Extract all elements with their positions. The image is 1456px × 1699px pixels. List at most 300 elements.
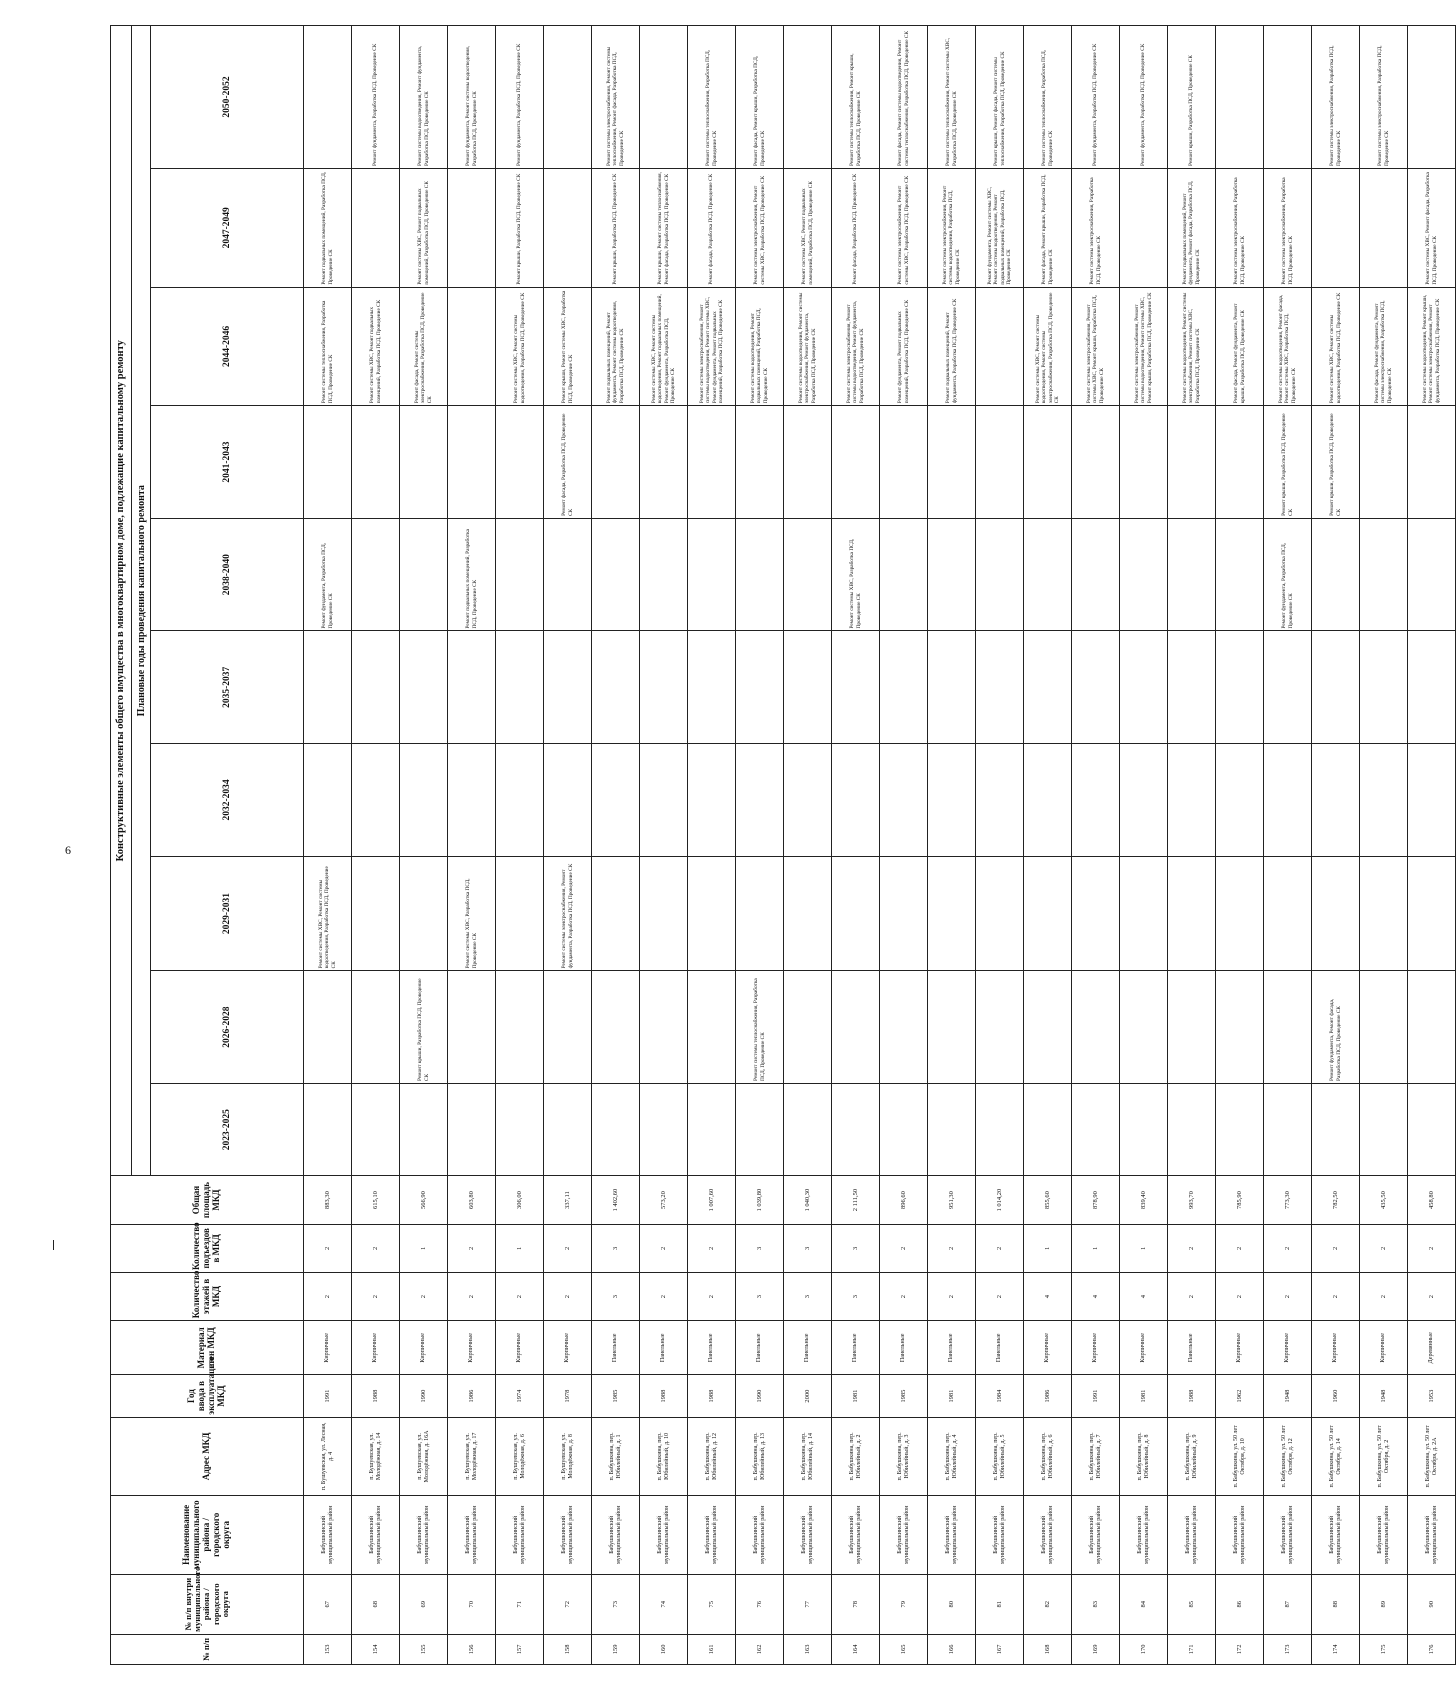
works-cell xyxy=(1072,518,1120,631)
works-cell xyxy=(880,518,928,631)
material-cell: Кирпичные xyxy=(544,1321,592,1375)
works-cell: Ремонт системы водоотведения, Ремонт подвальных помещений, Разработка ПСД, Проведение СК xyxy=(736,287,784,406)
works-cell xyxy=(640,631,688,744)
table-row xyxy=(688,26,736,1665)
address-cell: п. Бабушкина, ул. 50 лет Октября, д. 2А xyxy=(1408,1417,1456,1495)
municipality-cell: Бабушкинский муниципальный район xyxy=(400,1496,448,1574)
works-cell xyxy=(1408,26,1456,169)
works-cell xyxy=(832,744,880,857)
works-cell xyxy=(1120,1083,1168,1176)
works-cell xyxy=(352,856,400,971)
table-row xyxy=(736,26,784,1665)
address-cell: п. Бушуевская, ул. Молодёжная, д. 16А xyxy=(400,1417,448,1495)
address-cell: п. Бушуевская, ул. Молодёжная, д. 8 xyxy=(544,1417,592,1495)
entrances-cell: 2 xyxy=(928,1224,976,1272)
works-cell: Ремонт фундамента, Разработка ПСД, Проведение СК xyxy=(1120,26,1168,169)
works-cell xyxy=(1408,971,1456,1084)
works-cell xyxy=(1408,631,1456,744)
table-row xyxy=(1312,26,1360,1665)
works-cell xyxy=(496,856,544,971)
works-cell xyxy=(1024,971,1072,1084)
works-cell xyxy=(448,1083,496,1176)
works-cell xyxy=(496,1083,544,1176)
row-mun-number: 83 xyxy=(1072,1574,1120,1634)
entrances-cell: 1 xyxy=(1120,1224,1168,1272)
area-cell: 566,90 xyxy=(400,1176,448,1224)
floors-cell: 2 xyxy=(1312,1272,1360,1320)
works-cell xyxy=(592,631,640,744)
address-cell: п. Бабушкина, ул. 50 лет Октября, д. 2 xyxy=(1360,1417,1408,1495)
works-cell xyxy=(352,1083,400,1176)
row-number: 167 xyxy=(976,1634,1024,1664)
entrances-cell: 2 xyxy=(1264,1224,1312,1272)
works-cell: Ремонт крыши, Разработка ПСД, Проведение СК xyxy=(1312,406,1360,519)
row-number: 168 xyxy=(1024,1634,1072,1664)
works-cell xyxy=(1264,971,1312,1084)
works-cell xyxy=(352,971,400,1084)
works-cell xyxy=(1216,856,1264,971)
works-cell xyxy=(448,744,496,857)
works-cell xyxy=(1408,856,1456,971)
works-cell xyxy=(688,518,736,631)
works-cell xyxy=(1264,744,1312,857)
entrances-cell: 2 xyxy=(1312,1224,1360,1272)
works-cell: Ремонт крыши, Разработка ПСД, Проведение СК xyxy=(592,169,640,288)
row-mun-number: 87 xyxy=(1264,1574,1312,1634)
works-cell: Ремонт крыши, Ремонт системы теплоснабжения, Ремонт фасада, Разработка ПСД, Проведение СК xyxy=(640,169,688,288)
works-cell xyxy=(1360,406,1408,519)
col-n: № п/п xyxy=(111,1634,304,1664)
works-cell xyxy=(544,26,592,169)
year-cell: 1981 xyxy=(832,1375,880,1417)
row-mun-number: 70 xyxy=(448,1574,496,1634)
works-cell: Ремонт подвальных помещений, Разработка ПСД, Проведение СК xyxy=(448,518,496,631)
works-cell xyxy=(448,169,496,288)
works-cell xyxy=(1072,856,1120,971)
municipality-cell: Бабушкинский муниципальный район xyxy=(304,1496,352,1574)
works-cell xyxy=(880,744,928,857)
works-cell xyxy=(1072,744,1120,857)
works-cell: Ремонт фасада, Ремонт крыши, Разработка ПСД, Проведение СК xyxy=(1024,169,1072,288)
works-cell xyxy=(1072,1083,1120,1176)
works-cell xyxy=(1024,518,1072,631)
floors-cell: 2 xyxy=(640,1272,688,1320)
entrances-cell: 1 xyxy=(496,1224,544,1272)
works-cell xyxy=(736,856,784,971)
works-cell xyxy=(1072,971,1120,1084)
period-header: 2047-2049 xyxy=(151,169,304,288)
period-header: 2032-2034 xyxy=(151,744,304,857)
area-cell: 782,50 xyxy=(1312,1176,1360,1224)
works-cell: Ремонт системы электроснабжения, Разработка ПСД, Проведение СК xyxy=(1072,169,1120,288)
works-cell: Ремонт системы электроснабжения, Разработка ПСД, Проведение СК xyxy=(1216,169,1264,288)
works-cell: Ремонт фасада, Ремонт системы водоотведения, Ремонт системы теплоснабжения, Разработка ПСД, Проведение СК xyxy=(880,26,928,169)
floors-cell: 2 xyxy=(448,1272,496,1320)
area-cell: 2 111,50 xyxy=(832,1176,880,1224)
table-row xyxy=(1264,26,1312,1665)
row-mun-number: 69 xyxy=(400,1574,448,1634)
works-cell xyxy=(400,631,448,744)
works-cell: Ремонт фундамента, Ремонт системы ХВС, Ремонт системы водоотведения, Ремонт подвальных помещений, Разработка ПСД, Проведение СК xyxy=(976,169,1024,288)
works-cell xyxy=(592,1083,640,1176)
address-cell: п. Бабушкина, пер. Юбилейный, д. 10 xyxy=(640,1417,688,1495)
year-cell: 1953 xyxy=(1408,1375,1456,1417)
address-cell: п. Бабушкина, пер. Юбилейный, д. 3 xyxy=(880,1417,928,1495)
address-cell: п. Бабушкина, пер. Юбилейный, д. 8 xyxy=(1120,1417,1168,1495)
row-number: 162 xyxy=(736,1634,784,1664)
area-cell: 839,40 xyxy=(1120,1176,1168,1224)
works-cell: Ремонт системы ХВС, Ремонт системы водоотведения, Ремонт системы электроснабжения, Разработка ПСД, Проведение СК xyxy=(1024,287,1072,406)
row-number: 158 xyxy=(544,1634,592,1664)
works-cell xyxy=(1168,406,1216,519)
works-cell: Ремонт системы ХВС, Ремонт подвальных помещений, Разработка ПСД, Проведение СК xyxy=(784,169,832,288)
entrances-cell: 1 xyxy=(400,1224,448,1272)
row-mun-number: 76 xyxy=(736,1574,784,1634)
col-floors: Количество этажей в МКД xyxy=(111,1272,304,1320)
works-cell: Ремонт фундамента, Разработка ПСД, Проведение СК xyxy=(1264,518,1312,631)
row-number: 155 xyxy=(400,1634,448,1664)
col-n-mun: № п/п внутри муниципального района / городского округа xyxy=(111,1574,304,1634)
works-cell xyxy=(1168,518,1216,631)
material-cell: Кирпичные xyxy=(1264,1321,1312,1375)
works-cell: Ремонт системы водоотведения, Ремонт системы электроснабжения, Ремонт системы ХВС, Разработка ПСД, Проведение СК xyxy=(1168,287,1216,406)
row-mun-number: 67 xyxy=(304,1574,352,1634)
works-cell xyxy=(784,26,832,169)
material-cell: Панельные xyxy=(832,1321,880,1375)
address-cell: п. Бабушкина, пер. Юбилейный, д. 6 xyxy=(1024,1417,1072,1495)
row-mun-number: 80 xyxy=(928,1574,976,1634)
table-row xyxy=(1360,26,1408,1665)
works-cell xyxy=(1024,1083,1072,1176)
entrances-cell: 2 xyxy=(976,1224,1024,1272)
area-cell: 573,20 xyxy=(640,1176,688,1224)
address-cell: п. Бабушкина, ул. 50 лет Октября, д. 12 xyxy=(1264,1417,1312,1495)
material-cell: Кирпичные xyxy=(1120,1321,1168,1375)
row-mun-number: 81 xyxy=(976,1574,1024,1634)
table-row xyxy=(784,26,832,1665)
municipality-cell: Бабушкинский муниципальный район xyxy=(1264,1496,1312,1574)
works-cell: Ремонт системы электроснабжения, Ремонт системы ХВС, Разработка ПСД, Проведение СК xyxy=(736,169,784,288)
works-cell: Ремонт системы электроснабжения, Ремонт системы теплоснабжения, Ремонт фасада, Разработка ПСД, Проведение СК xyxy=(592,26,640,169)
area-cell: 603,80 xyxy=(448,1176,496,1224)
period-header: 2041-2043 xyxy=(151,406,304,519)
works-cell xyxy=(1024,631,1072,744)
year-cell: 1990 xyxy=(736,1375,784,1417)
works-cell xyxy=(1360,518,1408,631)
works-cell xyxy=(640,856,688,971)
works-cell: Ремонт системы ХВС, Ремонт подвальных помещений, Разработка ПСД, Проведение СК xyxy=(400,169,448,288)
row-mun-number: 77 xyxy=(784,1574,832,1634)
works-cell: Ремонт системы ХВС, Разработка ПСД, Проведение СК xyxy=(448,856,496,971)
works-cell xyxy=(1264,26,1312,169)
col-entr: Количество подъездов в МКД xyxy=(111,1224,304,1272)
table-row xyxy=(928,26,976,1665)
row-mun-number: 68 xyxy=(352,1574,400,1634)
entrances-cell: 2 xyxy=(880,1224,928,1272)
works-cell xyxy=(1120,744,1168,857)
table-row xyxy=(880,26,928,1665)
floors-cell: 4 xyxy=(1024,1272,1072,1320)
municipality-cell: Бабушкинский муниципальный район xyxy=(736,1496,784,1574)
table-row xyxy=(592,26,640,1665)
works-cell xyxy=(1072,406,1120,519)
address-cell: п. Бабушкина, ул. 50 лет Октября, д. 14 xyxy=(1312,1417,1360,1495)
area-cell: 337,11 xyxy=(544,1176,592,1224)
municipality-cell: Бабушкинский муниципальный район xyxy=(832,1496,880,1574)
material-cell: Панельные xyxy=(976,1321,1024,1375)
works-cell xyxy=(544,1083,592,1176)
works-cell xyxy=(1120,971,1168,1084)
works-cell: Ремонт системы электроснабжения, Разработка ПСД, Проведение СК xyxy=(1360,26,1408,169)
row-mun-number: 82 xyxy=(1024,1574,1072,1634)
works-cell xyxy=(1264,856,1312,971)
works-cell xyxy=(928,518,976,631)
works-cell xyxy=(304,406,352,519)
municipality-cell: Бабушкинский муниципальный район xyxy=(1312,1496,1360,1574)
works-cell xyxy=(1072,631,1120,744)
works-cell: Ремонт системы теплоснабжения, Разработка ПСД, Проведение СК xyxy=(304,287,352,406)
works-cell xyxy=(1024,856,1072,971)
works-cell xyxy=(1312,744,1360,857)
municipality-cell: Бабушкинский муниципальный район xyxy=(592,1496,640,1574)
works-cell: Ремонт системы теплоснабжения, Разработка ПСД, Проведение СК xyxy=(688,26,736,169)
material-cell: Кирпичные xyxy=(1024,1321,1072,1375)
works-cell xyxy=(1120,518,1168,631)
works-cell: Ремонт системы электроснабжения, Ремонт системы водоотведения, Ремонт фундамента, Разработка ПСД, Проведение СК xyxy=(832,287,880,406)
works-cell: Ремонт фундамента, Разработка ПСД, Проведение СК xyxy=(1072,26,1120,169)
municipality-cell: Бабушкинский муниципальный район xyxy=(1408,1496,1456,1574)
table-row xyxy=(352,26,400,1665)
material-cell: Кирпичные xyxy=(1360,1321,1408,1375)
works-cell xyxy=(304,744,352,857)
table-row xyxy=(1408,26,1456,1665)
table-title: Конструктивные элементы общего имущества в многоквартирном доме, подлежащие капитальному ремонту xyxy=(111,26,132,1176)
year-cell: 1962 xyxy=(1216,1375,1264,1417)
works-cell xyxy=(1216,26,1264,169)
works-cell: Ремонт системы водоотведения, Ремонт крыши, Ремонт системы электроснабжения, Ремонт фундамента, Разработка ПСД, Проведение СК xyxy=(1408,287,1456,406)
address-cell: п. Бушуевская, ул. Лесная, д. 4 xyxy=(304,1417,352,1495)
entrances-cell: 2 xyxy=(1408,1224,1456,1272)
works-cell xyxy=(736,631,784,744)
works-cell xyxy=(352,518,400,631)
year-cell: 1988 xyxy=(352,1375,400,1417)
works-cell xyxy=(1312,631,1360,744)
works-cell xyxy=(1360,631,1408,744)
col-mat: Материал стен МКД xyxy=(111,1321,304,1375)
works-cell: Ремонт системы водоотведения, Ремонт фундамента, Разработка ПСД, Проведение СК xyxy=(400,26,448,169)
year-cell: 2000 xyxy=(784,1375,832,1417)
works-cell xyxy=(688,1083,736,1176)
period-header: 2035-2037 xyxy=(151,631,304,744)
works-cell xyxy=(1120,856,1168,971)
works-cell xyxy=(976,971,1024,1084)
municipality-cell: Бабушкинский муниципальный район xyxy=(976,1496,1024,1574)
works-cell: Ремонт системы теплоснабжения, Ремонт крыши, Разработка ПСД, Проведение СК xyxy=(832,26,880,169)
year-cell: 1990 xyxy=(400,1375,448,1417)
row-mun-number: 71 xyxy=(496,1574,544,1634)
works-cell: Ремонт подвальных помещений, Ремонт фундамента, Ремонт системы водоотведения, Разработка ПСД, Проведение СК xyxy=(592,287,640,406)
period-header: 2044-2046 xyxy=(151,287,304,406)
material-cell: Кирпичные xyxy=(400,1321,448,1375)
area-cell: 1 014,20 xyxy=(976,1176,1024,1224)
row-mun-number: 75 xyxy=(688,1574,736,1634)
table-row xyxy=(448,26,496,1665)
entrances-cell: 2 xyxy=(1360,1224,1408,1272)
works-cell xyxy=(592,856,640,971)
works-cell xyxy=(688,406,736,519)
works-cell xyxy=(832,1083,880,1176)
municipality-cell: Бабушкинский муниципальный район xyxy=(496,1496,544,1574)
row-number: 157 xyxy=(496,1634,544,1664)
municipality-cell: Бабушкинский муниципальный район xyxy=(448,1496,496,1574)
material-cell: Панельные xyxy=(1168,1321,1216,1375)
works-cell xyxy=(1360,169,1408,288)
year-cell: 1988 xyxy=(640,1375,688,1417)
works-cell: Ремонт фундамента, Ремонт системы водоотведения, Разработка ПСД, Проведение СК xyxy=(448,26,496,169)
row-number: 160 xyxy=(640,1634,688,1664)
works-cell xyxy=(736,1083,784,1176)
floors-cell: 3 xyxy=(736,1272,784,1320)
area-cell: 306,00 xyxy=(496,1176,544,1224)
works-cell xyxy=(1120,406,1168,519)
works-cell xyxy=(544,169,592,288)
works-cell xyxy=(1408,1083,1456,1176)
works-cell: Ремонт системы электроснабжения, Ремонт системы водоотведения, Ремонт системы ХВС, Ремонт фундамента, Ремонт подвальных помещений, Разработка ПСД, Проведение СК xyxy=(688,287,736,406)
works-cell xyxy=(976,287,1024,406)
works-cell xyxy=(1216,518,1264,631)
address-cell: п. Бабушкина, пер. Юбилейный, д. 5 xyxy=(976,1417,1024,1495)
material-cell: Кирпичные xyxy=(1312,1321,1360,1375)
works-cell xyxy=(1312,169,1360,288)
material-cell: Панельные xyxy=(592,1321,640,1375)
works-cell xyxy=(928,971,976,1084)
row-number: 161 xyxy=(688,1634,736,1664)
works-cell: Ремонт системы электроснабжения, Разработка ПСД, Проведение СК xyxy=(1312,26,1360,169)
col-area: Общая площадь МКД xyxy=(111,1176,304,1224)
table-row xyxy=(1168,26,1216,1665)
works-cell xyxy=(1216,971,1264,1084)
works-cell xyxy=(784,971,832,1084)
municipality-cell: Бабушкинский муниципальный район xyxy=(1072,1496,1120,1574)
area-cell: 1 007,60 xyxy=(688,1176,736,1224)
year-cell: 1984 xyxy=(976,1375,1024,1417)
works-cell: Ремонт фундамента, Разработка ПСД, Проведение СК xyxy=(304,518,352,631)
municipality-cell: Бабушкинский муниципальный район xyxy=(1024,1496,1072,1574)
works-cell: Ремонт фундамента, Ремонт фасада, Разработка ПСД, Проведение СК xyxy=(1312,971,1360,1084)
works-cell xyxy=(448,287,496,406)
area-cell: 993,70 xyxy=(1168,1176,1216,1224)
works-cell xyxy=(1120,169,1168,288)
works-cell: Ремонт системы ХВС, Ремонт фасада, Разработка ПСД, Проведение СК xyxy=(1408,169,1456,288)
row-number: 159 xyxy=(592,1634,640,1664)
works-cell xyxy=(496,631,544,744)
works-cell: Ремонт фасада, Ремонт фундамента, Ремонт крыши, Разработка ПСД, Проведение СК xyxy=(1216,287,1264,406)
works-cell xyxy=(784,744,832,857)
municipality-cell: Бабушкинский муниципальный район xyxy=(640,1496,688,1574)
works-cell xyxy=(496,406,544,519)
entrances-cell: 3 xyxy=(736,1224,784,1272)
row-number: 156 xyxy=(448,1634,496,1664)
works-cell xyxy=(400,1083,448,1176)
rotated-sheet xyxy=(110,25,1441,1665)
address-cell: п. Бушуевская, ул. Молодёжная, д. 6 xyxy=(496,1417,544,1495)
material-cell: Панельные xyxy=(640,1321,688,1375)
row-number: 166 xyxy=(928,1634,976,1664)
entrances-cell: 1 xyxy=(1072,1224,1120,1272)
table-row xyxy=(544,26,592,1665)
works-cell: Ремонт фасада, Ремонт системы электроснабжения, Разработка ПСД, Проведение СК xyxy=(400,287,448,406)
table-row xyxy=(1120,26,1168,1665)
works-cell xyxy=(1264,631,1312,744)
works-cell xyxy=(400,856,448,971)
floors-cell: 2 xyxy=(352,1272,400,1320)
municipality-cell: Бабушкинский муниципальный район xyxy=(1168,1496,1216,1574)
works-cell xyxy=(784,406,832,519)
works-cell xyxy=(832,406,880,519)
floors-cell: 3 xyxy=(592,1272,640,1320)
works-cell xyxy=(1360,971,1408,1084)
works-cell xyxy=(448,406,496,519)
row-mun-number: 73 xyxy=(592,1574,640,1634)
row-number: 174 xyxy=(1312,1634,1360,1664)
works-cell xyxy=(880,1083,928,1176)
works-cell xyxy=(1168,1083,1216,1176)
address-cell: п. Бабушкина, пер. Юбилейный, д. 9 xyxy=(1168,1417,1216,1495)
area-cell: 951,30 xyxy=(928,1176,976,1224)
works-cell xyxy=(1024,744,1072,857)
works-cell xyxy=(640,744,688,857)
address-cell: п. Бабушкина, пер. Юбилейный, д. 2 xyxy=(832,1417,880,1495)
works-cell xyxy=(1408,406,1456,519)
works-cell xyxy=(736,744,784,857)
works-cell xyxy=(1312,518,1360,631)
floors-cell: 2 xyxy=(1408,1272,1456,1320)
row-mun-number: 72 xyxy=(544,1574,592,1634)
works-cell xyxy=(400,406,448,519)
works-cell: Ремонт системы электроснабжения, Ремонт системы водоотведения, Ремонт системы ХВС, Ремонт крыши, Разработка ПСД, Проведение СК xyxy=(1120,287,1168,406)
works-cell xyxy=(928,856,976,971)
area-cell: 773,30 xyxy=(1264,1176,1312,1224)
year-cell: 1986 xyxy=(448,1375,496,1417)
material-cell: Деревянные xyxy=(1408,1321,1456,1375)
works-cell xyxy=(304,1083,352,1176)
works-cell xyxy=(1024,406,1072,519)
municipality-cell: Бабушкинский муниципальный район xyxy=(880,1496,928,1574)
works-cell xyxy=(304,971,352,1084)
area-cell: 855,60 xyxy=(1024,1176,1072,1224)
works-cell xyxy=(640,26,688,169)
row-number: 171 xyxy=(1168,1634,1216,1664)
works-cell xyxy=(1168,744,1216,857)
works-cell xyxy=(640,1083,688,1176)
year-cell: 1988 xyxy=(1168,1375,1216,1417)
row-number: 175 xyxy=(1360,1634,1408,1664)
works-cell: Ремонт подвальных помещений, Ремонт фундамента, Ремонт фасада, Разработка ПСД, Проведение СК xyxy=(1168,169,1216,288)
works-cell xyxy=(352,744,400,857)
material-cell: Панельные xyxy=(688,1321,736,1375)
works-cell: Ремонт подвальных помещений, Ремонт фундамента, Разработка ПСД, Проведение СК xyxy=(928,287,976,406)
works-cell xyxy=(784,1083,832,1176)
table-row xyxy=(304,26,352,1665)
address-cell: п. Бабушкина, ул. 50 лет Октября, д. 10 xyxy=(1216,1417,1264,1495)
works-cell xyxy=(736,406,784,519)
material-cell: Кирпичные xyxy=(352,1321,400,1375)
works-cell: Ремонт системы электроснабжения, Ремонт системы ХВС, Ремонт крыши, Разработка ПСД, Проведение СК xyxy=(1072,287,1120,406)
row-number: 153 xyxy=(304,1634,352,1664)
works-cell xyxy=(1168,631,1216,744)
floors-cell: 2 xyxy=(544,1272,592,1320)
works-cell xyxy=(784,631,832,744)
